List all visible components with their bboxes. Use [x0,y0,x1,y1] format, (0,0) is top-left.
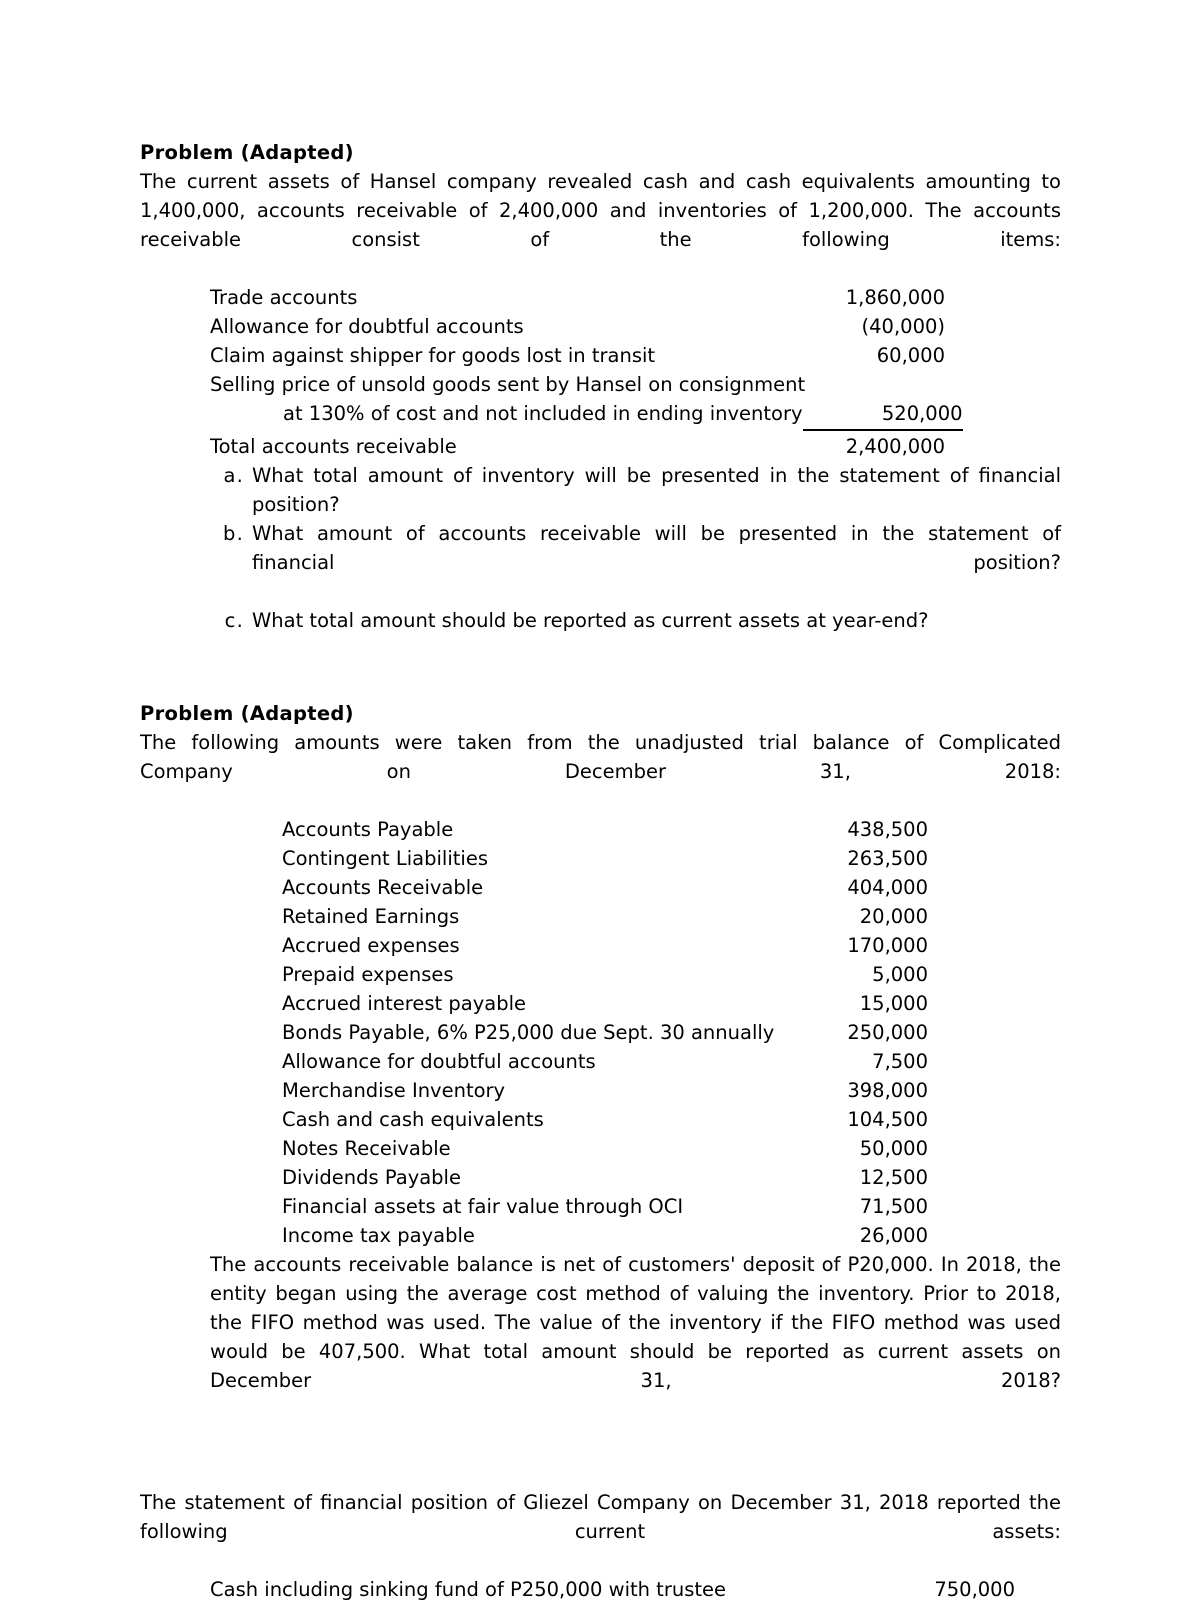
row-label: Notes Receivable [282,1137,451,1160]
row-label: Dividends Payable [282,1166,461,1189]
row-amount: 12,500 [859,1166,928,1189]
table-row [282,815,928,844]
table-row [282,873,928,902]
row-label: Allowance for doubtful accounts [282,1050,596,1073]
table-row [282,1047,928,1076]
row-amount: 5,000 [872,963,928,986]
problem-1-intro-paragraph: The current assets of Hansel company revealed cash and cash equivalents amounting to 1,400,000, accounts receivable of 2,400,000 and inventories of 1,200,000. The accounts receivable consist of the following items: [140,170,1061,251]
row-label: Cash including sinking fund of P250,000 with trustee [210,1578,727,1601]
row-amount: 750,000 [934,1578,1015,1601]
row-amount: 20,000 [859,905,928,928]
list-item [210,606,1061,635]
problem-2-amount-table [282,815,928,1250]
problem-1-heading: Problem (Adapted) [140,141,354,164]
row-label: Retained Earnings [282,905,460,928]
row-amount: 250,000 [847,1021,928,1044]
row-amount: 50,000 [859,1137,928,1160]
table-row [210,283,945,312]
row-label: Financial assets at fair value through OCI [282,1195,684,1218]
list-item-marker: c. [224,609,244,632]
table-row [282,989,928,1018]
problem-2-heading: Problem (Adapted) [140,702,354,725]
section-gap [140,635,1061,699]
table-row [282,960,928,989]
problem-1-question-list [140,461,1061,635]
list-item-marker: b. [223,522,244,545]
table-row [282,1134,928,1163]
row-label: Contingent Liabilities [282,847,488,870]
row-label: Selling price of unsold goods sent by Hansel on consignment [210,373,806,396]
row-label: Cash and cash equivalents [282,1108,544,1131]
row-amount-total: 2,400,000 [845,435,945,458]
list-item-text: What total amount should be reported as current assets at year-end? [252,609,929,632]
row-label: Prepaid expenses [282,963,454,986]
table-row [282,1221,928,1250]
row-amount: 404,000 [847,876,928,899]
problem-1-amount-table [210,283,963,461]
row-amount: 1,860,000 [845,286,945,309]
row-label: at 130% of cost and not included in ending inventory [283,402,803,425]
list-item [210,519,1061,606]
table-row [210,370,945,399]
row-label: Merchandise Inventory [282,1079,506,1102]
row-amount: 104,500 [847,1108,928,1131]
list-item [210,461,1061,519]
document-content [140,138,1061,1604]
problem-3-amount-table [210,1575,1015,1604]
row-amount: 60,000 [876,344,945,367]
table-row [282,1163,928,1192]
table-row [282,1076,928,1105]
list-item-text: What amount of accounts receivable will be presented in the statement of financial position? [252,522,1061,574]
row-amount: 398,000 [847,1079,928,1102]
row-label: Accrued expenses [282,934,460,957]
table-row [282,931,928,960]
row-label: Income tax payable [282,1224,475,1247]
row-amount-subtotal: 520,000 [803,399,963,431]
problem-3-intro-paragraph: The statement of financial position of Gliezel Company on December 31, 2018 reported the following current assets: [140,1491,1061,1543]
row-amount: 263,500 [847,847,928,870]
row-amount: (40,000) [861,315,945,338]
row-label: Accrued interest payable [282,992,527,1015]
list-item-text: What total amount of inventory will be presented in the statement of financial position? [252,464,1061,516]
row-label: Allowance for doubtful accounts [210,315,524,338]
row-label: Accounts Receivable [282,876,484,899]
problem-2-note-paragraph: The accounts receivable balance is net of customers' deposit of P20,000. In 2018, the entity began using the average cost method of valuing the inventory. Prior to 2018, the FIFO method was used. The value of the inventory if the FIFO method was used would be 407,500. What total amount should be reported as current assets on December 31, 2018? [210,1253,1061,1392]
row-label: Accounts Payable [282,818,454,841]
list-item-marker: a. [223,464,244,487]
row-amount: 71,500 [859,1195,928,1218]
row-amount: 15,000 [859,992,928,1015]
row-amount: 7,500 [872,1050,928,1073]
table-row [210,399,963,432]
problem-3-section [140,1488,1061,1604]
problem-2-section [140,699,1061,1424]
table-row [282,1192,928,1221]
table-row [282,1018,928,1047]
table-row [210,1575,1015,1604]
row-amount: 26,000 [859,1224,928,1247]
row-label: Trade accounts [210,286,358,309]
table-row [210,312,945,341]
row-label: Bonds Payable, 6% P25,000 due Sept. 30 annually [282,1021,775,1044]
table-row [282,1105,928,1134]
row-amount: 170,000 [847,934,928,957]
row-label: Claim against shipper for goods lost in transit [210,344,656,367]
row-amount: 438,500 [847,818,928,841]
section-gap [140,1424,1061,1488]
problem-2-intro-paragraph: The following amounts were taken from the unadjusted trial balance of Complicated Company on December 31, 2018: [140,731,1061,783]
problem-1-section [140,138,1061,635]
table-row [210,341,945,370]
row-label: Total accounts receivable [210,435,457,458]
table-row [282,844,928,873]
table-row [282,902,928,931]
table-row [210,432,945,461]
